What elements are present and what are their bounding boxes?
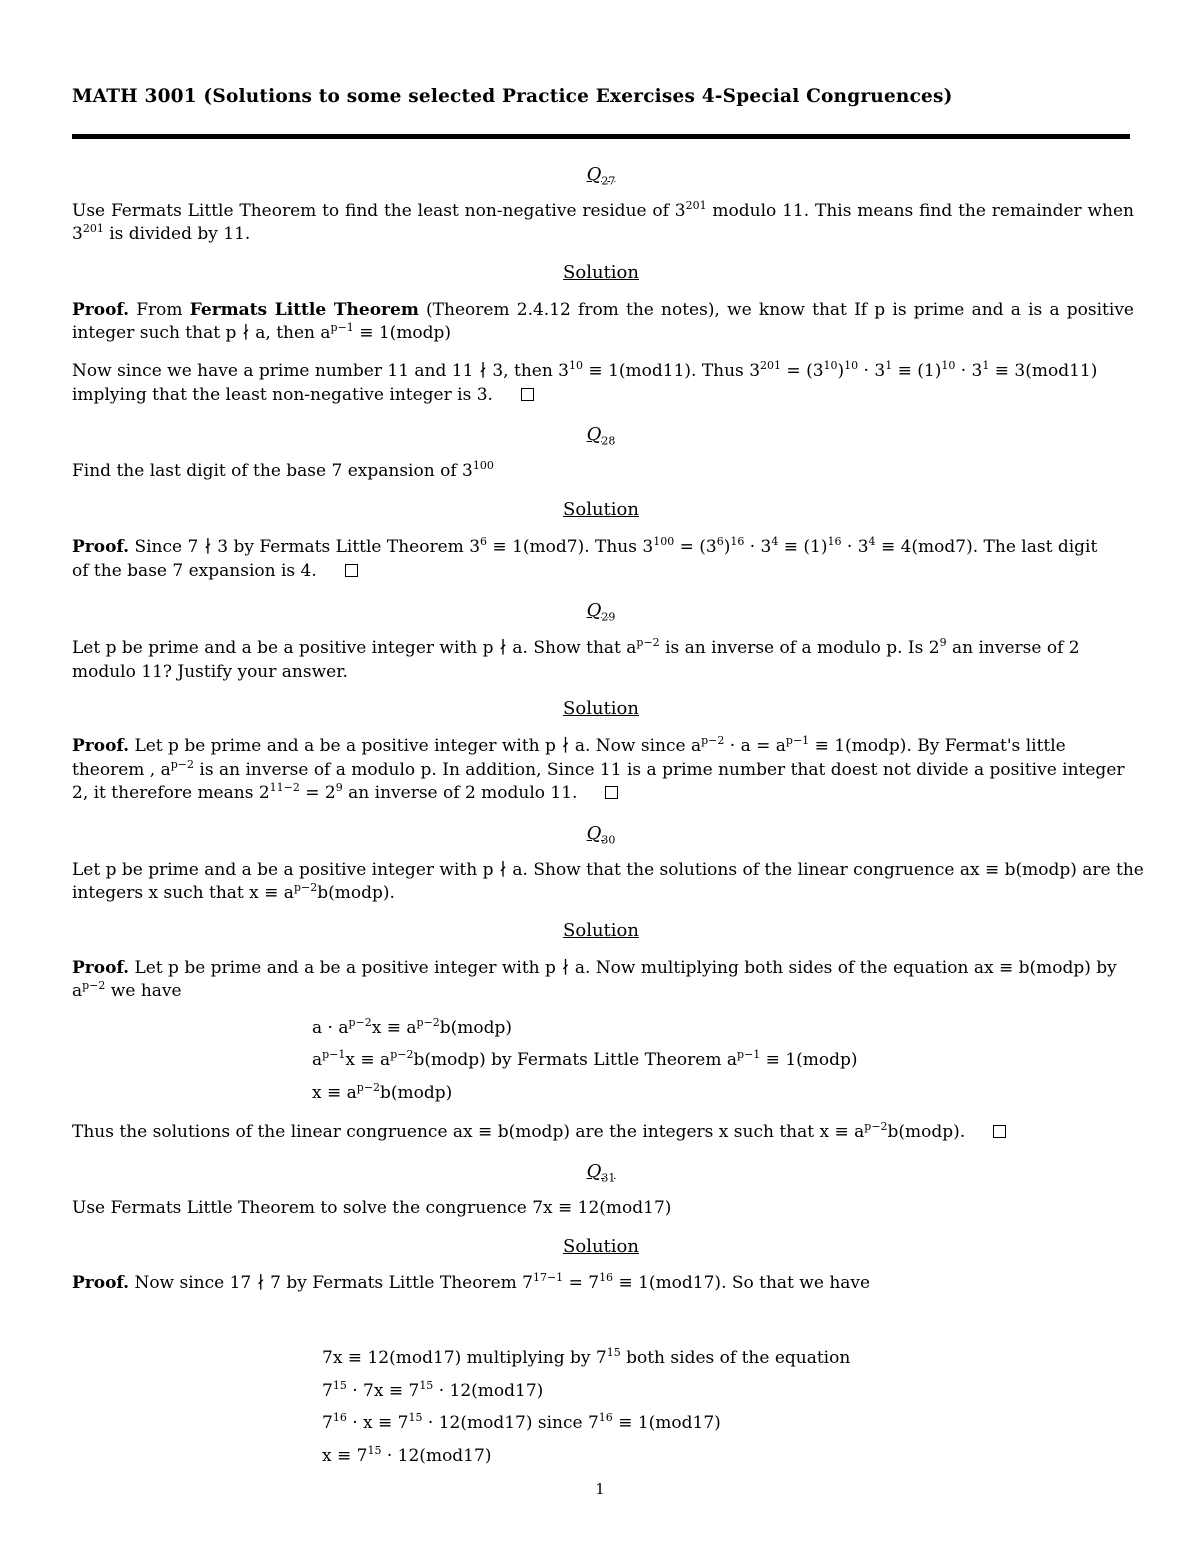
qed-square-icon [605, 786, 618, 799]
q29-heading: $Q_{29}$ [586, 600, 616, 624]
q30-equation-1: $a \cdot a^{p-2}x$ ≡ $a^{p-2}b(modp)$ [312, 1016, 513, 1038]
q31-proof: Proof. Now since 17 ∤ 7 by Fermats Little Theorem $7^{17-1} = 7^{16} \equiv 1(mod17)$. So that we have [72, 1271, 871, 1293]
q31-equation-1: 7x ≡ 12(mod17) multiplying by $7^{15}$ both sides of the equation [322, 1346, 851, 1368]
q30-heading: $Q_{30}$ [586, 823, 616, 847]
q31-equation-2: $7^{15} \cdot 7x \equiv 7^{15} \cdot 12(mod17)$ [322, 1379, 544, 1401]
q28-heading: $Q_{28}$ [586, 424, 616, 448]
q27-proof-line2: Now since we have a prime number 11 and 11 ∤ 3, then $3^{10} \equiv 1(mod11)$. Thus $3^{201} = (3^{10})^{10} \cdot 3^1 \equiv (1)^{10} \cdot 3^1 \equiv 3(mod11)$ [72, 359, 1098, 381]
q31-question: Use Fermats Little Theorem to solve the congruence 7x ≡ 12(mod17) [72, 1198, 672, 1218]
q28-proof: Proof. Since 7 ∤ 3 by Fermats Little Theorem $3^6 \equiv 1(mod7)$. Thus $3^{100} = (3^6)^{16} \cdot 3^4 \equiv (1)^{16} \cdot 3^4 \equiv 4(mod7)$. The last digit [72, 535, 1098, 557]
qed-square-icon [521, 388, 534, 401]
q30-conclusion: Thus the solutions of the linear congruence ax ≡ b(modp) are the integers x such that $x \equiv a^{p-2}b(modp)$. [72, 1121, 1134, 1144]
q27-question: Use Fermats Little Theorem to find the least non-negative residue of $3^{201}$ modulo 11. This means find the remainder when $3^{201}$ is divided by 11. [72, 199, 1134, 244]
q30-question-line2: integers x such that $x \equiv a^{p-2}b(modp)$. [72, 881, 395, 903]
page-title: MATH 3001 (Solutions to some selected Practice Exercises 4-Special Congruences) [72, 86, 953, 107]
q28-solution-heading: Solution [563, 499, 639, 520]
q28-question: Find the last digit of the base 7 expansion of $3^{100}$ [72, 459, 494, 481]
q30-proof-line2: $a^{p-2}$ we have [72, 979, 182, 1001]
q30-solution-heading: Solution [563, 920, 639, 941]
q27-heading: $Q_{27}$ [586, 164, 616, 188]
q29-solution-heading: Solution [563, 698, 639, 719]
qed-square-icon [993, 1125, 1006, 1138]
q31-equation-3: $7^{16} \cdot x \equiv 7^{15} \cdot 12(mod17)$ since $7^{16} \equiv 1(mod17)$ [322, 1411, 721, 1433]
q29-proof-line2: theorem , $a^{p-2}$ is an inverse of a modulo p. In addition, Since 11 is a prime number that doest not divide a positive integer [72, 758, 1125, 780]
q30-proof: Proof. Let p be prime and a be a positive integer with p ∤ a. Now multiplying both sides of the equation ax ≡ b(modp) by [72, 958, 1117, 978]
q29-question-line2: modulo 11? Justify your answer. [72, 662, 348, 682]
q31-solution-heading: Solution [563, 1236, 639, 1257]
qed-square-icon [345, 564, 358, 577]
q29-proof: Proof. Let p be prime and a be a positive integer with p ∤ a. Now since $a^{p-2} \cdot a = a^{p-1}$ ≡ 1(modp). By Fermat's little [72, 734, 1066, 756]
q27-proof: Proof. From Fermats Little Theorem (Theorem 2.4.12 from the notes), we know that If p is prime and a is a positive integer such that p ∤ a, then $a^{p-1}$ ≡ 1(modp) [72, 300, 1134, 343]
page-number: 1 [595, 1480, 605, 1498]
q31-equation-4: $x \equiv 7^{15} \cdot 12(mod17)$ [322, 1444, 492, 1466]
q27-solution-heading: Solution [563, 262, 639, 283]
q30-question: Let p be prime and a be a positive integer with p ∤ a. Show that the solutions of the linear congruence ax ≡ b(modp) are the [72, 860, 1144, 880]
title-rule [72, 134, 1130, 139]
q28-proof-line2: of the base 7 expansion is 4. [72, 560, 1134, 583]
q27-proof-line3: implying that the least non-negative integer is 3. [72, 384, 1134, 407]
q29-question: Let p be prime and a be a positive integer with p ∤ a. Show that $a^{p-2}$ is an inverse of a modulo p. Is $2^9$ an inverse of 2 [72, 636, 1080, 658]
q31-heading: $Q_{31}$ [586, 1161, 616, 1185]
q30-equation-2: $a^{p-1}x$ ≡ $a^{p-2}b(modp)$ by Fermats Little Theorem $a^{p-1}$ ≡ 1(modp) [312, 1048, 858, 1070]
q29-proof-line3: 2, it therefore means $2^{11-2} = 2^9$ an inverse of 2 modulo 11. [72, 782, 1134, 805]
q30-equation-3: $x \equiv a^{p-2}b(modp)$ [312, 1081, 453, 1103]
